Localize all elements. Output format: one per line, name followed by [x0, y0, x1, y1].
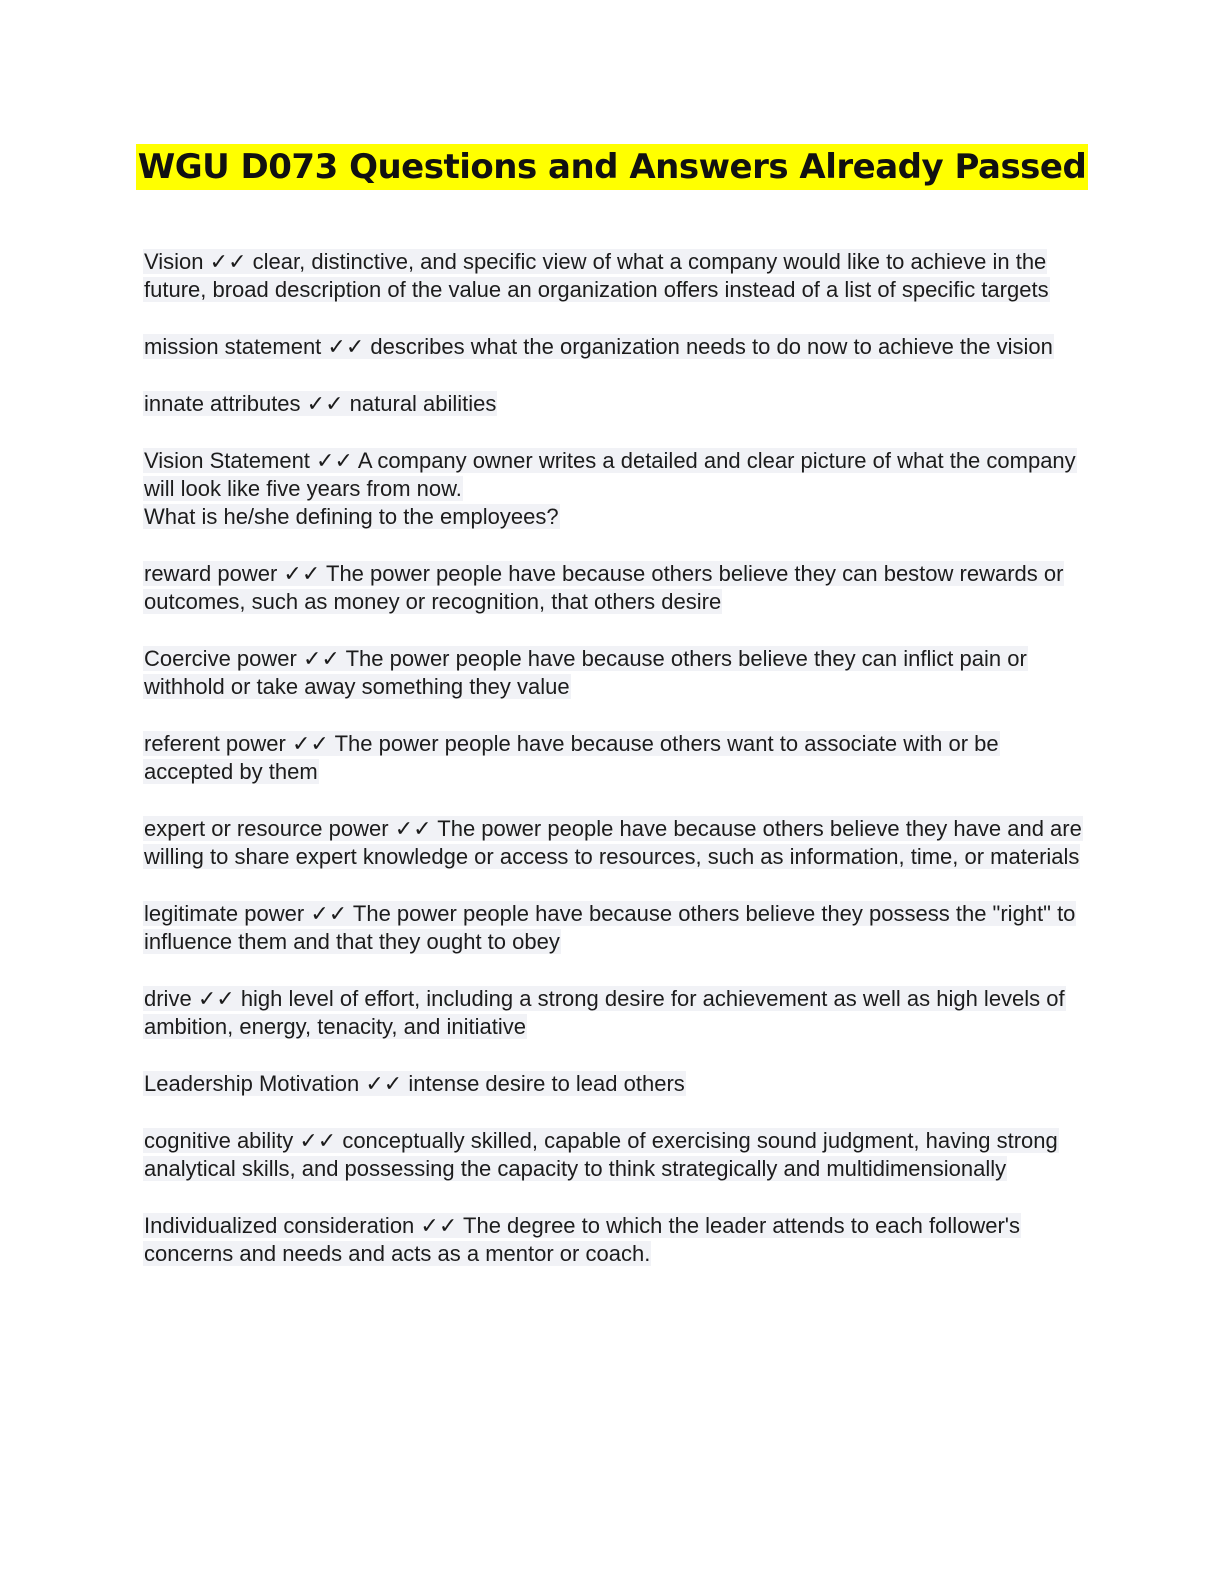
qa-entry	[143, 248, 1083, 304]
entry-definition: clear, distinctive, and specific view of what a company would like to achieve in the future, broad description of the value an organization offers instead of a list of specific targets	[144, 249, 1049, 302]
qa-entry-text	[143, 816, 1083, 869]
checkmark-icon: ✓✓	[327, 334, 365, 359]
qa-entry-text	[143, 249, 1050, 302]
entry-definition: high level of effort, including a strong desire for achievement as well as high levels of ambition, energy, tenacity, and initiative	[144, 986, 1065, 1039]
checkmark-icon: ✓✓	[316, 448, 353, 473]
entry-term: innate attributes	[144, 391, 301, 416]
qa-entry	[143, 1212, 1083, 1268]
entry-definition: natural abilities	[349, 391, 497, 416]
entry-definition: describes what the organization needs to do now to achieve the vision	[370, 334, 1053, 359]
checkmark-icon: ✓✓	[302, 646, 340, 671]
checkmark-icon: ✓✓	[209, 249, 247, 274]
qa-entry	[143, 390, 1083, 418]
checkmark-icon: ✓✓	[420, 1213, 458, 1238]
qa-entry	[143, 560, 1083, 616]
entry-definition: intense desire to lead others	[408, 1071, 685, 1096]
qa-entry	[143, 1127, 1083, 1183]
entry-term: legitimate power	[144, 901, 305, 926]
entry-term: cognitive ability	[144, 1128, 294, 1153]
qa-entry-text	[143, 448, 1077, 529]
entry-definition: The power people have because others believe they can inflict pain or withhold or take away something they value	[144, 646, 1027, 699]
qa-entry-text	[143, 391, 497, 416]
entry-term: reward power	[144, 561, 278, 586]
checkmark-icon: ✓✓	[291, 731, 329, 756]
qa-entry	[143, 815, 1083, 871]
qa-entry-text	[143, 1128, 1059, 1181]
qa-entry	[143, 333, 1083, 361]
entry-term: Coercive power	[144, 646, 297, 671]
checkmark-icon: ✓✓	[283, 561, 321, 586]
qa-entry	[143, 1070, 1083, 1098]
qa-entry-text	[143, 986, 1066, 1039]
qa-list	[143, 248, 1083, 1297]
qa-entry-text	[143, 901, 1076, 954]
qa-entry	[143, 730, 1083, 786]
entry-term: drive	[144, 986, 192, 1011]
qa-entry-text	[143, 561, 1064, 614]
document-title: WGU D073 Questions and Answers Already Passed	[136, 144, 1089, 190]
entry-term: expert or resource power	[144, 816, 389, 841]
qa-entry	[143, 985, 1083, 1041]
entry-definition: conceptually skilled, capable of exercising sound judgment, having strong analytical skills, and possessing the capacity to think strategically and multidimensionally	[144, 1128, 1058, 1181]
qa-entry	[143, 447, 1083, 531]
checkmark-icon: ✓✓	[197, 986, 235, 1011]
entry-term: Leadership Motivation	[144, 1071, 360, 1096]
entry-definition: The power people have because others believe they can bestow rewards or outcomes, such as money or recognition, that others desire	[144, 561, 1064, 614]
entry-definition: The power people have because others believe they have and are willing to share expert knowledge or access to resources, such as information, time, or materials	[144, 816, 1082, 869]
checkmark-icon: ✓✓	[299, 1128, 337, 1153]
entry-definition: The power people have because others believe they possess the "right" to influence them and that they ought to obey	[144, 901, 1076, 954]
checkmark-icon: ✓✓	[310, 901, 348, 926]
qa-entry-text	[143, 1213, 1021, 1266]
entry-term: referent power	[144, 731, 286, 756]
entry-term: mission statement	[144, 334, 322, 359]
checkmark-icon: ✓✓	[306, 391, 344, 416]
checkmark-icon: ✓✓	[365, 1071, 403, 1096]
qa-entry-text	[143, 1071, 686, 1096]
qa-entry-text	[143, 646, 1028, 699]
title-container	[0, 144, 1224, 190]
qa-entry-text	[143, 334, 1054, 359]
qa-entry-text	[143, 731, 1000, 784]
qa-entry	[143, 900, 1083, 956]
entry-term: Individualized consideration	[144, 1213, 415, 1238]
entry-definition: A company owner writes a detailed and clear picture of what the company will look like five years from now. What is he/she defining to the employees?	[144, 448, 1076, 529]
qa-entry	[143, 645, 1083, 701]
entry-term: Vision	[144, 249, 204, 274]
checkmark-icon: ✓✓	[394, 816, 432, 841]
entry-definition: The degree to which the leader attends to each follower's concerns and needs and acts as a mentor or coach.	[144, 1213, 1020, 1266]
entry-term: Vision Statement	[144, 448, 310, 473]
entry-definition: The power people have because others want to associate with or be accepted by them	[144, 731, 999, 784]
